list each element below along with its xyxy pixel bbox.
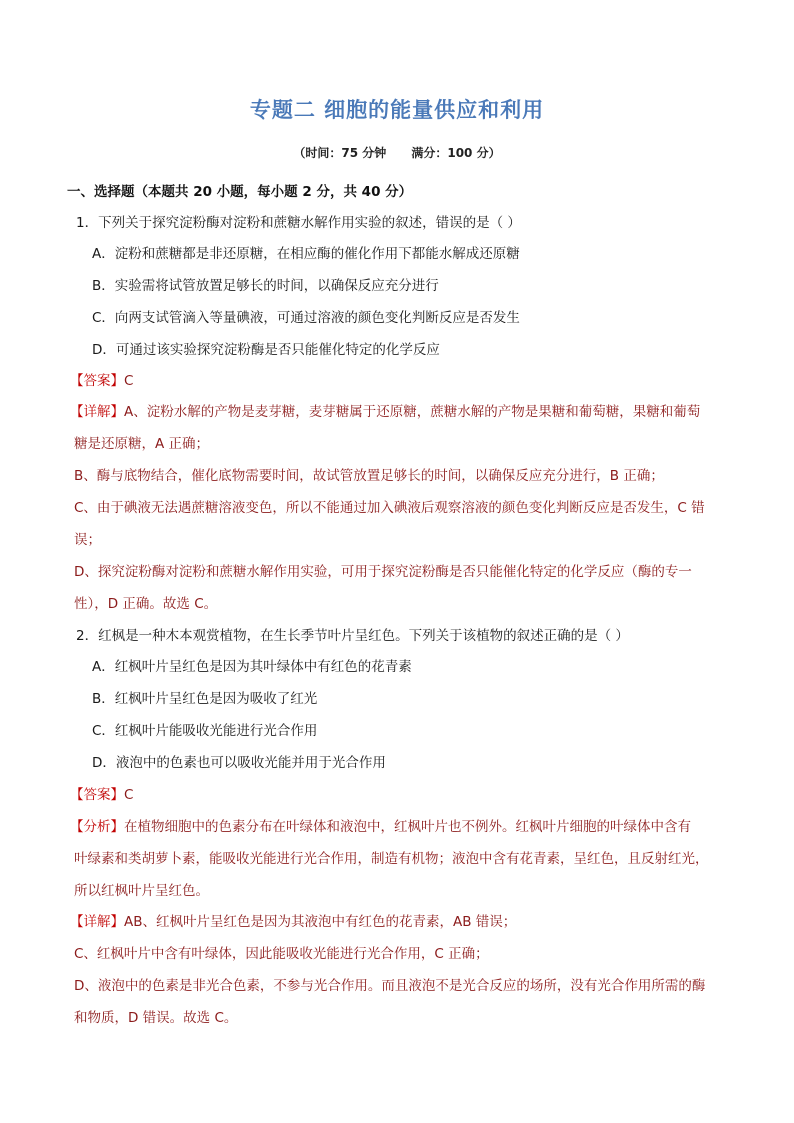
question-1-detail-line-5: 误； — [74, 532, 101, 548]
question-2-option-b: B．红枫叶片呈红色是因为吸收了红光 — [92, 691, 318, 707]
page-title: 专题二 细胞的能量供应和利用 — [249, 98, 545, 122]
question-1-detail-line-1 — [70, 403, 700, 421]
question-1-stem: 1．下列关于探究淀粉酶对淀粉和蔗糖水解作用实验的叙述，错误的是（ ） — [76, 215, 521, 231]
section-heading: 一、选择题（本题共 20 小题，每小题 2 分，共 40 分） — [67, 184, 413, 200]
question-1-detail-line-2: 糖是还原糖，A 正确； — [74, 436, 210, 452]
question-1-option-a: A．淀粉和蔗糖都是非还原糖，在相应酶的催化作用下都能水解成还原糖 — [92, 246, 520, 262]
question-1-detail-line-7: 性），D 正确。故选 C。 — [74, 596, 218, 612]
detail-label: 【详解】 — [70, 914, 124, 930]
question-2-analysis-line-3: 所以红枫叶片呈红色。 — [74, 883, 209, 899]
answer-label: 【答案】 — [70, 373, 124, 389]
question-2-detail-line-4: 和物质，D 错误。故选 C。 — [74, 1010, 238, 1026]
question-2-analysis-line-2: 叶绿素和类胡萝卜素，能吸收光能进行光合作用，制造有机物；液泡中含有花青素，呈红色，且反射红光， — [74, 851, 709, 867]
detail-text: A、淀粉水解的产物是麦芽糖，麦芽糖属于还原糖，蔗糖水解的产物是果糖和葡萄糖，果糖和葡萄 — [124, 404, 701, 420]
question-2-analysis-line-1 — [70, 818, 691, 836]
question-1-option-c: C．向两支试管滴入等量碘液，可通过溶液的颜色变化判断反应是否发生 — [92, 310, 520, 326]
answer-value: C — [124, 787, 134, 803]
analysis-text: 在植物细胞中的色素分布在叶绿体和液泡中，红枫叶片也不例外。红枫叶片细胞的叶绿体中含有 — [124, 819, 691, 835]
question-2-option-a: A．红枫叶片呈红色是因为其叶绿体中有红色的花青素 — [92, 659, 412, 675]
answer-label: 【答案】 — [70, 787, 124, 803]
question-1-option-d: D．可通过该实验探究淀粉酶是否只能催化特定的化学反应 — [92, 342, 440, 358]
answer-value: C — [124, 373, 134, 389]
detail-text: AB、红枫叶片呈红色是因为其液泡中有红色的花青素，AB 错误； — [124, 914, 517, 930]
question-1-detail-line-3: B、酶与底物结合，催化底物需要时间，故试管放置足够长的时间，以确保反应充分进行，B 正确； — [74, 468, 664, 484]
analysis-label: 【分析】 — [70, 819, 124, 835]
question-2-detail-line-2: C、红枫叶片中含有叶绿体，因此能吸收光能进行光合作用，C 正确； — [74, 946, 489, 962]
question-1-detail-line-4: C、由于碘液无法遇蔗糖溶液变色，所以不能通过加入碘液后观察溶液的颜色变化判断反应是否发生，C 错 — [74, 500, 705, 516]
question-2-stem: 2．红枫是一种木本观赏植物，在生长季节叶片呈红色。下列关于该植物的叙述正确的是（ ） — [76, 628, 629, 644]
question-2-option-d: D．液泡中的色素也可以吸收光能并用于光合作用 — [92, 755, 386, 771]
question-2-answer — [70, 786, 133, 804]
question-2-detail-line-1 — [70, 913, 516, 931]
question-2-detail-line-3: D、液泡中的色素是非光合色素，不参与光合作用。而且液泡不是光合反应的场所，没有光合作用所需的酶 — [74, 978, 706, 994]
question-1-answer — [70, 372, 133, 390]
exam-info: （时间：75 分钟 满分：100 分） — [293, 146, 501, 160]
question-1-detail-line-6: D、探究淀粉酶对淀粉和蔗糖水解作用实验，可用于探究淀粉酶是否只能催化特定的化学反应（酶的专一 — [74, 564, 692, 580]
detail-label: 【详解】 — [70, 404, 124, 420]
question-2-option-c: C．红枫叶片能吸收光能进行光合作用 — [92, 723, 318, 739]
question-1-option-b: B．实验需将试管放置足够长的时间，以确保反应充分进行 — [92, 278, 439, 294]
